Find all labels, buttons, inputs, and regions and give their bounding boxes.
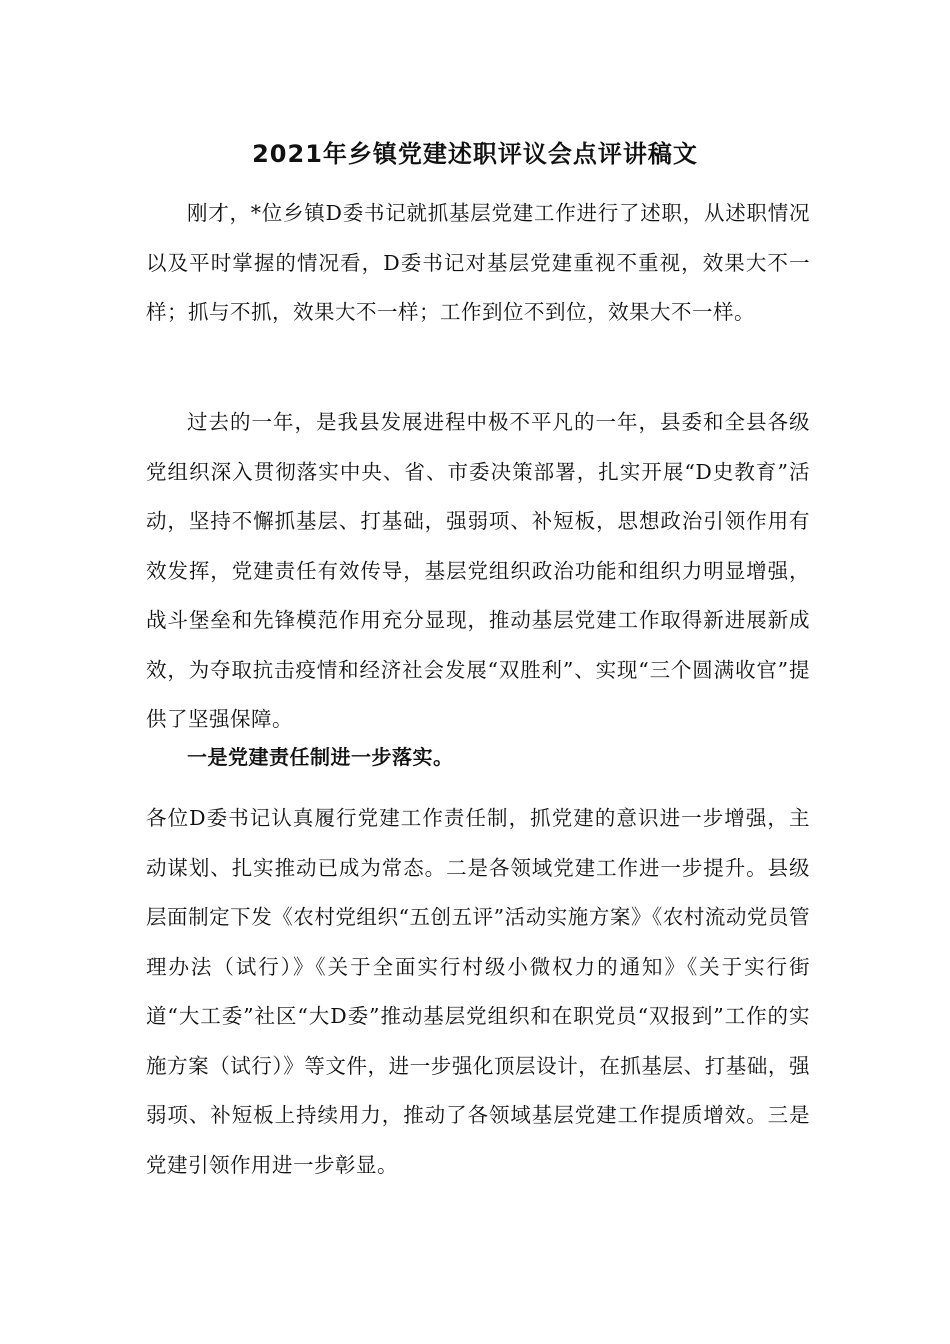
paragraph-opening: 刚才，*位乡镇D委书记就抓基层党建工作进行了述职，从述职情况以及平时掌握的情况看，D委书记对基层党建重视不重视，效果大不一样；抓与不抓，效果大不一样；工作到位不到位，效果大不一样。 <box>146 201 810 324</box>
paragraph-responsibility-details: 各位D委书记认真履行党建工作责任制，抓党建的意识进一步增强，主动谋划、扎实推动已成为常态。二是各领域党建工作进一步提升。县级层面制定下发《农村党组织“五创五评”活动实施方案》《农村流动党员管理办法（试行）》《关于全面实行村级小微权力的通知》《关于实行街道“大工委”社区“大D委”推动基层党组织和在职党员“双报到”工作的实施方案（试行）》等文件，进一步强化顶层设计，在抓基层、打基础，强弱项、补短板上持续用力，推动了各领域基层党建工作提质增效。三是党建引领作用进一步彰显。 <box>146 806 810 1177</box>
document-title: 2021年乡镇党建述职评议会点评讲稿文 <box>252 140 698 168</box>
paragraph-past-year: 过去的一年，是我县发展进程中极不平凡的一年，县委和全县各级党组织深入贯彻落实中央、省、市委决策部署，扎实开展“D史教育”活动，坚持不懈抓基层、打基础，强弱项、补短板，思想政治引领作用有效发挥，党建责任有效传导，基层党组织政治功能和组织力明显增强，战斗堡垒和先锋模范作用充分显现，推动基层党建工作取得新进展新成效，为夺取抗击疫情和经济社会发展“双胜利”、实现“三个圆满收官”提供了坚强保障。 <box>146 410 810 731</box>
section-heading-responsibility: 一是党建责任制进一步落实。 <box>187 745 454 769</box>
